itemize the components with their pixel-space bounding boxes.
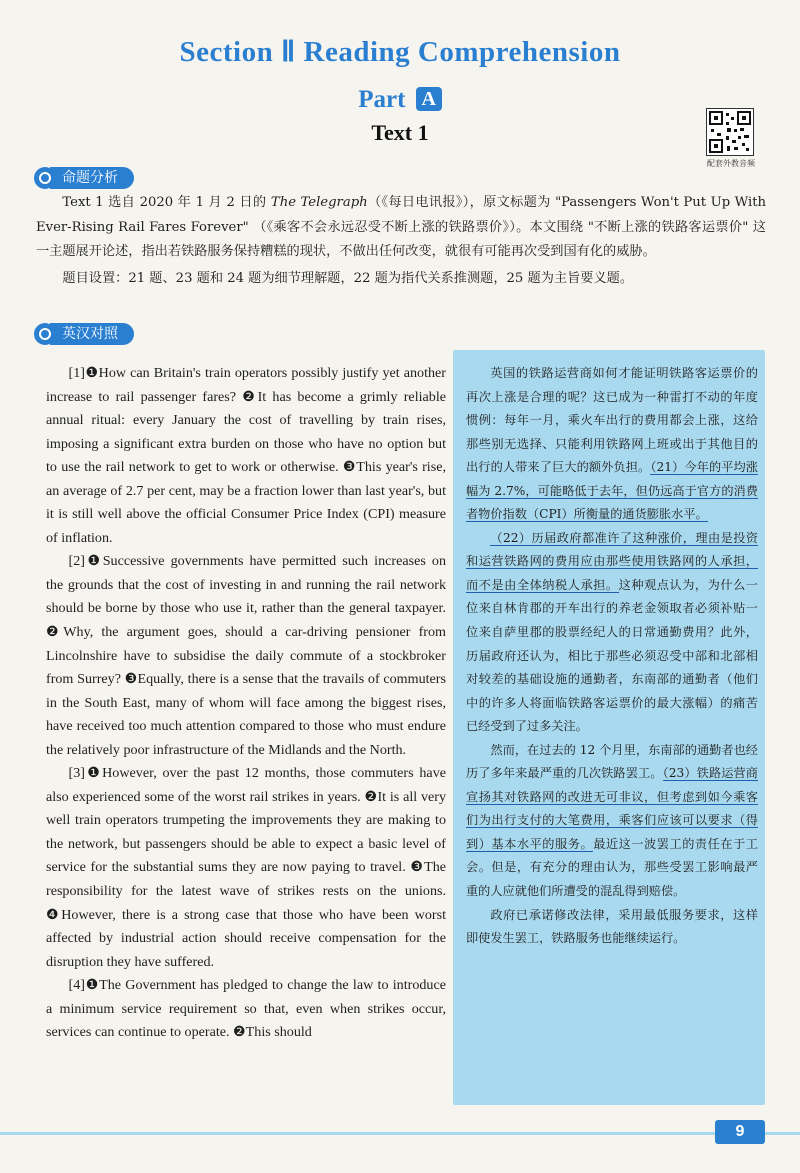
english-text bbox=[46, 362, 446, 1045]
answer-highlight-23: （23）铁路运营商宣扬其对铁路网的改进无可非议，但考虑到如今乘客们为出行支付的大笔费用，乘客们应该可以要求（得到）基本水平的服务。 bbox=[466, 766, 758, 851]
english-paragraph-3: [3]❶However, over the past 12 months, those commuters have also experienced some of the worst rail strikes in years. ❷It is all very well train operators trumpeting the improvements they are making to the network, but passengers should be able to expect a basic level of service for the substantial sums they are now paying to travel. ❸The responsibility for the latest wave of strikes rests on the unions. ❹However, there is a strong case that those who have been worst affected by industrial action should receive compensation for the disruption they have suffered. bbox=[46, 765, 446, 970]
magnifier-icon bbox=[34, 323, 56, 345]
intro-p1-start: Text 1 选自 2020 年 1 月 2 日的 bbox=[62, 195, 271, 210]
chinese-paragraph-4: 政府已承诺修改法律，采用最低服务要求，这样即使发生罢工，铁路服务也能继续运行。 bbox=[466, 907, 758, 946]
intro-text bbox=[36, 191, 766, 291]
part-letter-badge: A bbox=[416, 87, 442, 111]
part-label: Part bbox=[358, 86, 406, 113]
answer-highlight-22: （22）历届政府都准许了这种涨价，理由是投资和运营铁路网的费用应由那些使用铁路网的人承担，而不是由全体纳税人承担。 bbox=[466, 530, 758, 592]
intro-paragraph-1 bbox=[36, 191, 766, 265]
english-paragraph-1: [1]❶How can Britain's train operators possibly justify yet another increase to rail passenger fares? ❷It has become a grimly reliable annual ritual: every January the cost of travelling by train rises, imposing a significant extra burden on those who have no option but to use the rail network to get to work or otherwise. ❸This year's rise, an average of 2.7 per cent, may be a fraction lower than last year's, but it is still well above the official Consumer Price Index (CPI) measure of inflation. bbox=[46, 365, 446, 546]
chinese-p1-text: 英国的铁路运营商如何才能证明铁路客运票价的再次上涨是合理的呢？这已成为一种雷打不动的年度惯例：每年一月，乘火车出行的费用都会上涨，这给那些别无选择、只能利用铁路网上班或出于其他目的出行的人带来了巨大的额外负担。 bbox=[466, 366, 758, 475]
intro-paragraph-2: 题目设置：21 题、23 题和 24 题为细节理解题，22 题为指代关系推测题，25 题为主旨要义题。 bbox=[62, 270, 634, 286]
source-name: The Telegraph bbox=[270, 195, 368, 210]
chinese-paragraph-2 bbox=[466, 527, 758, 739]
chinese-p3-start: 然而，在过去的 12 个月里，东南部的通勤者也经历了多年来最严重的几次铁路罢工。 bbox=[466, 742, 758, 781]
analysis-heading bbox=[34, 166, 134, 190]
chinese-p2-text: 这种观点认为，为什么一位来自林肯郡的开车出行的养老金领取者必须补贴一位来自萨里郡的股票经纪人的日常通勤费用？此外，历届政府还认为，相比于那些必须忍受中部和北部相对较差的基础设施的通勤者，东南部的通勤者（他们中的许多人将面临铁路客运票价的最大涨幅）的痛苦已经受到了过多关注。 bbox=[466, 577, 758, 734]
chinese-paragraph-1 bbox=[466, 362, 758, 527]
intro-p1-rest: （《每日电讯报》），原文标题为 "Passengers Won't Put Up With Ever-Rising Rail Fares Forever" （《乘客不会永远忍受不断上涨的铁路票价》）。本文围绕 "不断上涨的铁路客运票价" 这一主题展开论述，指出若铁路服务保持糟糕的现状，不做出任何改变，就很有可能再次受到国有化的威胁。 bbox=[36, 195, 766, 259]
bilingual-heading bbox=[34, 322, 134, 346]
chinese-p3-rest: 最近这一波罢工的责任在于工会。但是，有充分的理由认为，那些受罢工影响最严重的人应就他们所遭受的混乱得到赔偿。 bbox=[466, 836, 758, 899]
qr-code-icon[interactable] bbox=[706, 108, 754, 156]
bilingual-heading-label: 英汉对照 bbox=[50, 323, 134, 345]
magnifier-icon bbox=[34, 167, 56, 189]
text-title: Text 1 bbox=[371, 120, 429, 145]
chinese-translation bbox=[466, 362, 758, 951]
english-paragraph-2: [2]❶Successive governments have permitted such increases on the grounds that the cost of investing in and running the rail network should be borne by those who use it, rather than the general taxpayer. ❷Why, the argument goes, should a car-driving pensioner from Lincolnshire have to subsidise the daily commute of a stockbroker from Surrey? ❸Equally, there is a sense that the travails of commuters in the South East, many of whom will face among the biggest rises, have received too much attention compared to those who must endure the relatively poor infrastructure of the Midlands and the North. bbox=[46, 553, 446, 758]
analysis-heading-label: 命题分析 bbox=[50, 167, 134, 189]
part-heading bbox=[0, 86, 800, 114]
chinese-paragraph-3 bbox=[466, 739, 758, 904]
answer-highlight-21: （21）今年的平均涨幅为 2.7%，可能略低于去年，但仍远高于官方的消费者物价指数（CPI）所衡量的通货膨胀水平。 bbox=[466, 460, 758, 522]
english-paragraph-4: [4]❶The Government has pledged to change the law to introduce a minimum service requirement so that, even when strikes occur, services can continue to operate. ❷This should bbox=[46, 977, 446, 1041]
footer-bar bbox=[0, 1132, 800, 1135]
qr-caption: 配套外教音频 bbox=[707, 159, 755, 168]
section-title: Section Ⅱ Reading Comprehension bbox=[179, 36, 621, 68]
page-number: 9 bbox=[715, 1120, 765, 1144]
